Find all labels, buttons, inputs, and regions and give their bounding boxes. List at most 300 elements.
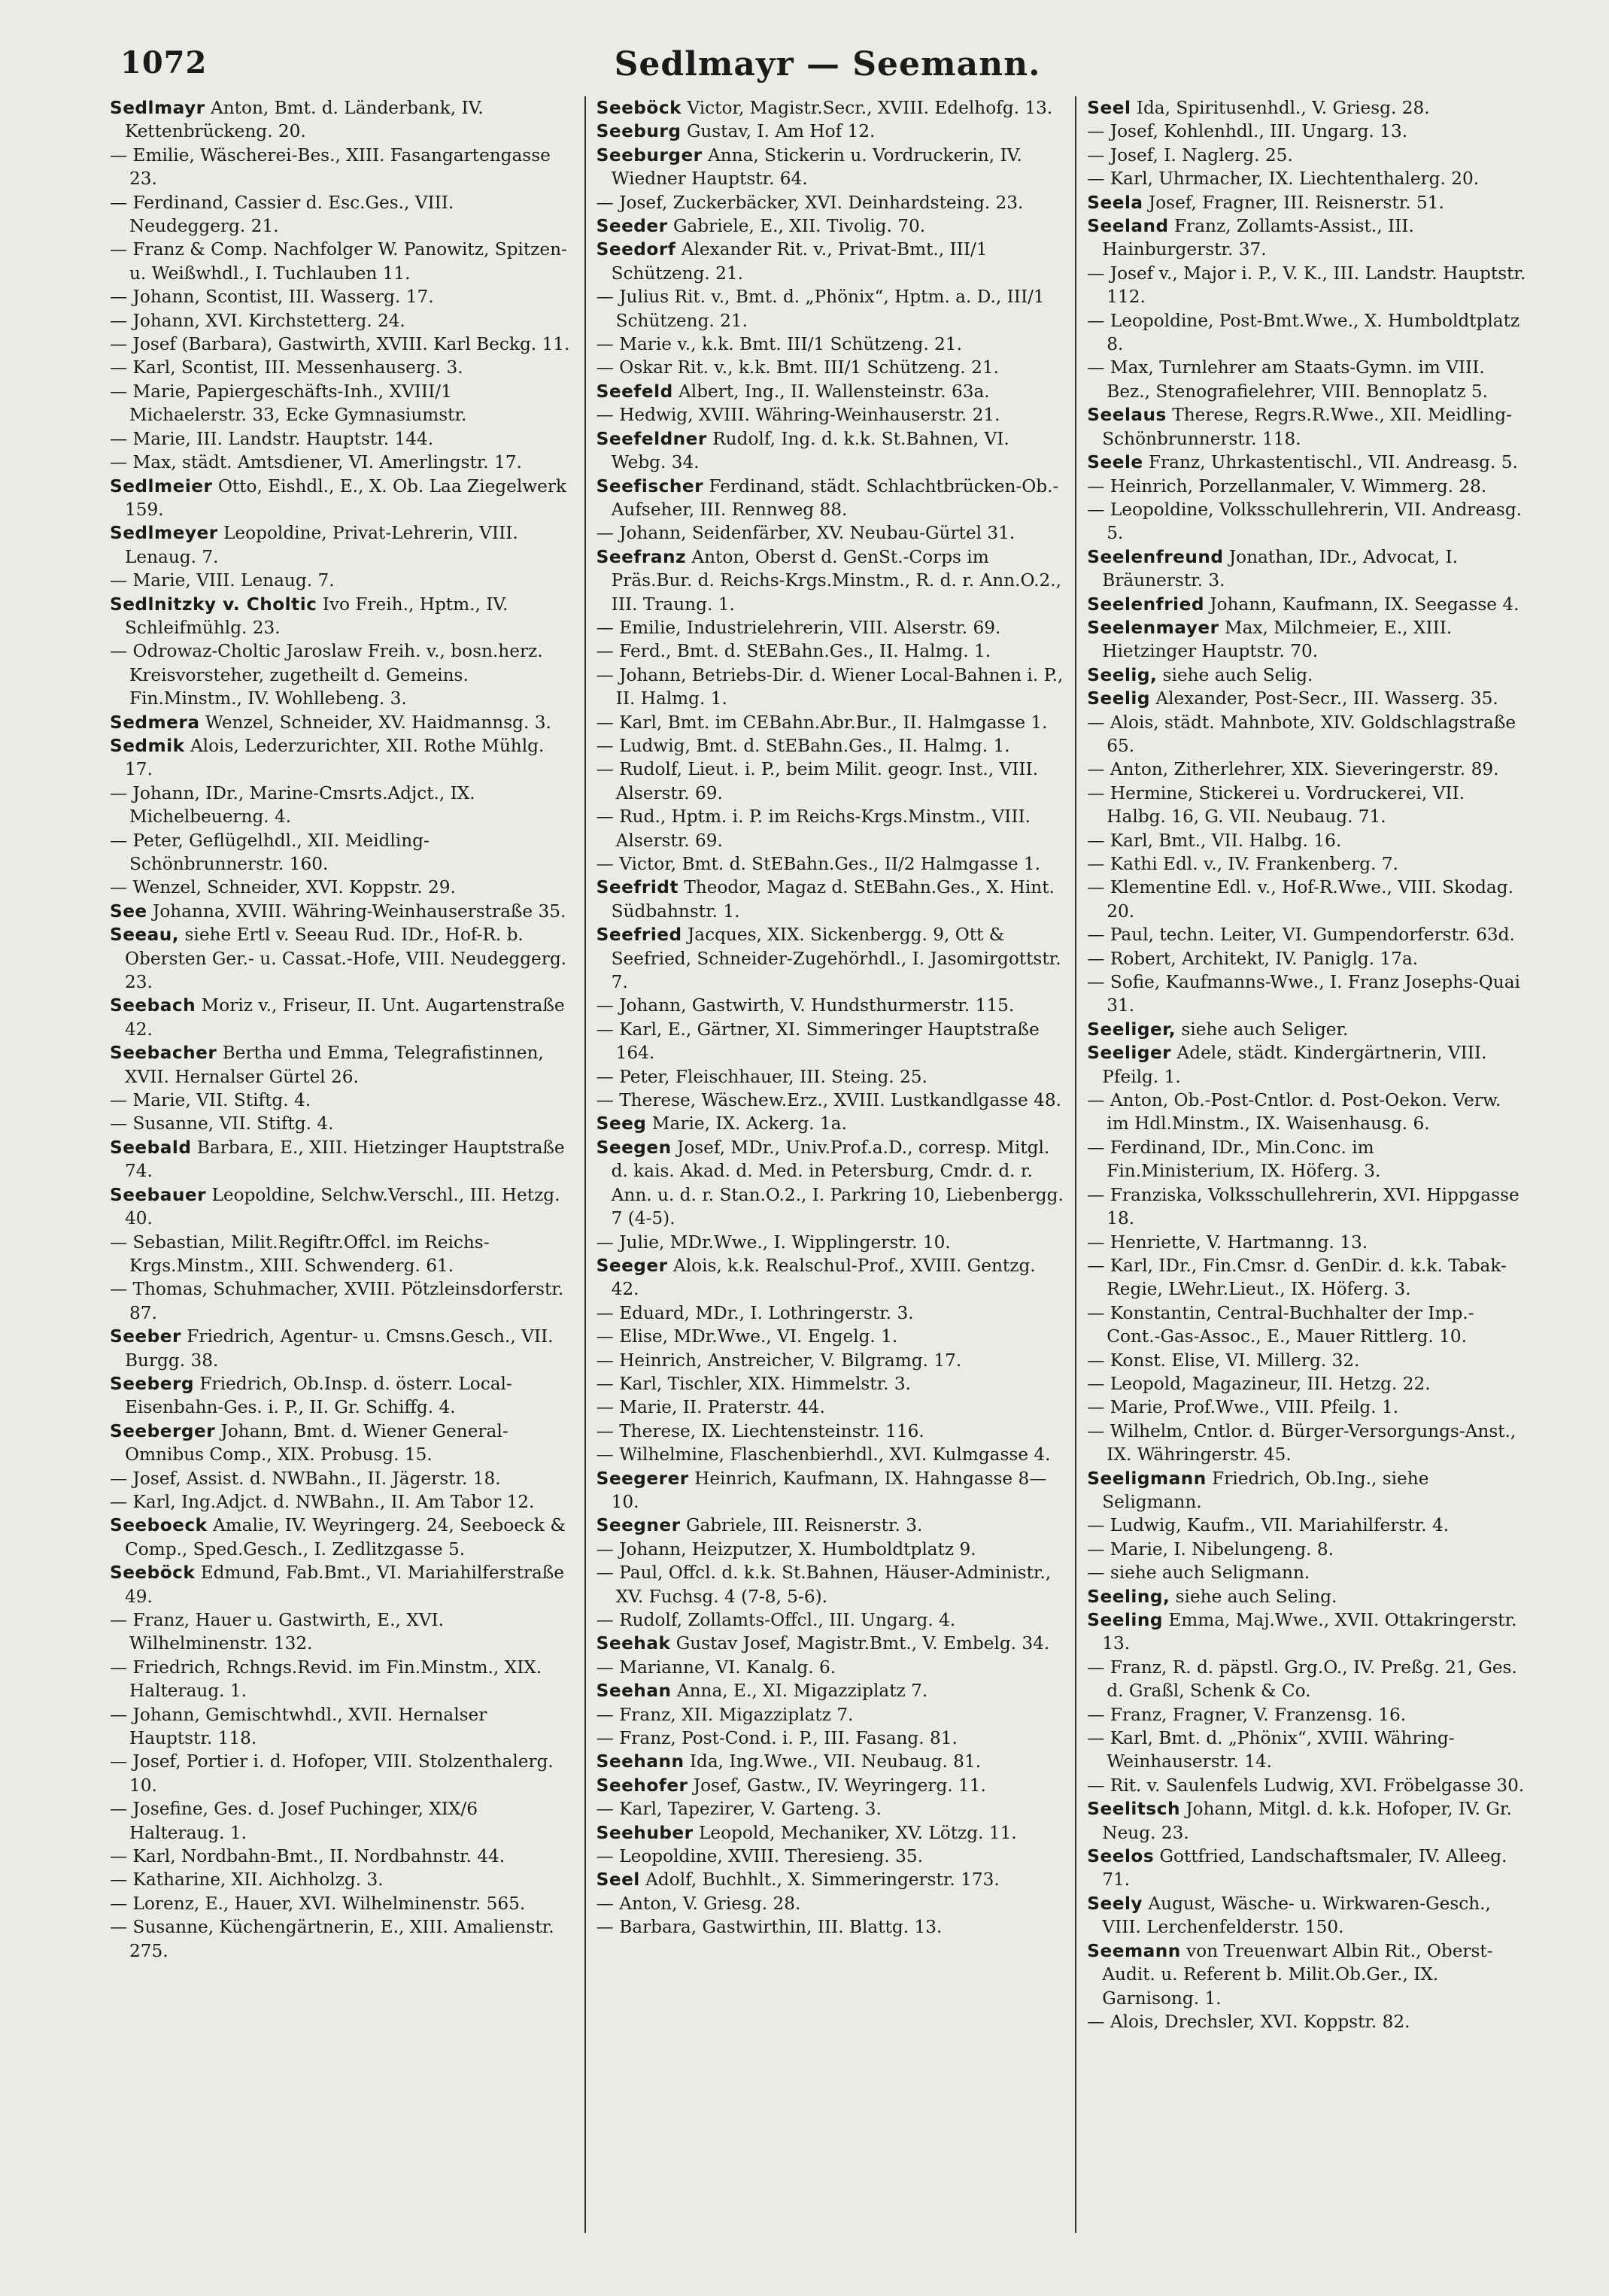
entry-text: — Josef v., Major i. P., V. K., III. Landstr. Hauptstr. 112. xyxy=(1087,263,1532,308)
entry-surname: Seefried xyxy=(596,925,682,946)
entry-text: — Franz & Comp. Nachfolger W. Panowitz, Spitzen- u. Weißwhdl., I. Tuchlauben 11. xyxy=(110,239,573,284)
directory-entry xyxy=(597,1349,1065,1372)
entry-text: — Peter, Geflügelhdl., XII. Meidling-Schönbrunnerstr. 160. xyxy=(110,830,430,874)
entry-text: Heinrich, Kaufmann, IX. Hahngasse 8—10. xyxy=(611,1468,1047,1512)
entry-text: — Leopold, Magazineur, III. Hetzg. 22. xyxy=(1087,1373,1431,1394)
directory-entry xyxy=(1087,1892,1527,1939)
entry-text: — Rud., Hptm. i. P. im Reichs-Krgs.Minstm., VIII. Alserstr. 69. xyxy=(596,806,1037,851)
directory-entry xyxy=(597,356,1065,379)
entry-surname: Sedmik xyxy=(110,735,185,756)
entry-text: — Max, Turnlehrer am Staats-Gymn. im VIII. Bez., Stenografielehrer, VIII. Bennoplatz 5. xyxy=(1087,357,1491,402)
directory-entry xyxy=(1087,1797,1527,1845)
directory-entry xyxy=(110,451,574,474)
entry-text: — Anton, Zitherlehrer, XIX. Sieveringerstr. 89. xyxy=(1087,759,1499,780)
entry-text: — Klementine Edl. v., Hof-R.Wwe., VIII. Skodag. 20. xyxy=(1087,877,1519,922)
directory-entry xyxy=(597,1561,1065,1608)
entry-text: — Karl, IDr., Fin.Cmsr. d. GenDir. d. k.k. Tabak-Regie, LWehr.Lieut., IX. Höferg. 3. xyxy=(1087,1255,1507,1300)
entry-text: — Therese, IX. Liechtensteinstr. 116. xyxy=(596,1420,924,1441)
entry-text: — Wilhelm, Cntlor. d. Bürger-Versorgungs-Anst., IX. Währingerstr. 45. xyxy=(1087,1420,1522,1465)
directory-entry xyxy=(1087,593,1527,616)
directory-entry xyxy=(110,1041,574,1089)
entry-text: — Emilie, Industrielehrerin, VIII. Alserstr. 69. xyxy=(596,617,1001,638)
directory-entry xyxy=(110,96,574,144)
entry-text: Emma, Maj.Wwe., XVII. Ottakringerstr. 13. xyxy=(1102,1610,1522,1654)
directory-entry xyxy=(1087,475,1527,498)
entry-text: siehe Ertl v. Seeau Rud. IDr., Hof-R. b. Obersten Ger.- u. Cassat.-Hofe, VIII. Neudeggerg. 23. xyxy=(125,925,572,993)
entry-text: — Sebastian, Milit.Regiftr.Offcl. im Reichs-Krgs.Minstm., XIII. Schwenderg. 61. xyxy=(110,1232,490,1276)
entry-text: — Anton, V. Griesg. 28. xyxy=(596,1893,801,1914)
directory-entry xyxy=(110,1845,574,1868)
entry-surname: Seeliger xyxy=(1087,1043,1172,1064)
entry-text: — Josef, Kohlenhdl., III. Ungarg. 13. xyxy=(1087,121,1408,142)
entry-text: — Ferd., Bmt. d. StEBahn.Ges., II. Halmg. 1. xyxy=(596,641,991,662)
entry-text: — Franz, Post-Cond. i. P., III. Fasang. 81. xyxy=(596,1728,958,1749)
directory-entry xyxy=(110,356,574,379)
entry-text: Franz, Zollamts-Assist., III. Hainburgerstr. 37. xyxy=(1102,216,1420,260)
directory-entry xyxy=(1087,214,1527,262)
directory-entry xyxy=(597,1538,1065,1561)
entry-text: — Josefine, Ges. d. Josef Puchinger, XIX/6 Halteraug. 1. xyxy=(110,1799,484,1843)
entry-text: — Ferdinand, Cassier d. Esc.Ges., VIII. Neudeggerg. 21. xyxy=(110,192,460,237)
directory-entry xyxy=(597,1774,1065,1797)
entry-surname: Seelenmayer xyxy=(1087,617,1219,638)
directory-entry xyxy=(597,1018,1065,1065)
entry-text: — Susanne, Küchengärtnerin, E., XIII. Amalienstr. 275. xyxy=(110,1917,560,1961)
entry-text: — Karl, Tischler, XIX. Himmelstr. 3. xyxy=(596,1373,912,1394)
directory-entry xyxy=(1087,498,1527,545)
directory-entry xyxy=(1087,1372,1527,1396)
directory-entry xyxy=(110,782,574,829)
entry-surname: Seegerer xyxy=(596,1468,689,1489)
entry-surname: Seeburger xyxy=(596,144,703,166)
entry-text: — Robert, Architekt, IV. Paniglg. 17a. xyxy=(1087,948,1419,969)
directory-entry xyxy=(597,333,1065,356)
directory-entry xyxy=(110,1136,574,1183)
entry-text: Albert, Ing., II. Wallensteinstr. 63a. xyxy=(679,381,990,402)
page-number: 1072 xyxy=(120,45,208,80)
entry-surname: Seeböck xyxy=(110,1563,196,1584)
entry-text: Otto, Eishdl., E., X. Ob. Laa Ziegelwerk 159. xyxy=(125,475,572,520)
entry-surname: Seeling xyxy=(1087,1610,1163,1630)
entry-surname: Seeger xyxy=(596,1255,668,1276)
entry-surname: Sedlmayr xyxy=(110,98,205,118)
directory-entry xyxy=(110,191,574,238)
directory-entry xyxy=(1087,1561,1527,1584)
directory-entry xyxy=(110,1915,574,1963)
entry-surname: Seele xyxy=(1087,452,1143,473)
directory-entry xyxy=(597,1845,1065,1868)
entry-text: — Josef, I. Naglerg. 25. xyxy=(1087,144,1293,166)
entry-surname: See xyxy=(110,900,147,922)
directory-entry xyxy=(1087,923,1527,946)
entry-text: Edmund, Fab.Bmt., VI. Mariahilferstraße 49. xyxy=(125,1563,570,1607)
entry-text: — Wilhelmine, Flaschenbierhdl., XVI. Kulmgasse 4. xyxy=(596,1444,1051,1465)
directory-entry xyxy=(110,711,574,734)
entry-surname: Seebacher xyxy=(110,1043,217,1064)
directory-entry xyxy=(110,427,574,451)
directory-entry xyxy=(597,1514,1065,1537)
entry-surname: Seela xyxy=(1087,192,1143,213)
directory-entry xyxy=(597,285,1065,333)
directory-entry xyxy=(597,380,1065,403)
entry-surname: Seeböck xyxy=(596,98,682,118)
entry-surname: Sedmera xyxy=(110,712,200,733)
directory-entry xyxy=(597,1821,1065,1845)
entry-text: — Therese, Wäschew.Erz., XVIII. Lustkandlgasse 48. xyxy=(596,1090,1062,1111)
entry-text: Barbara, E., XIII. Hietzinger Hauptstraße 74. xyxy=(125,1137,570,1182)
directory-entry xyxy=(110,1656,574,1703)
entry-text: — Ferdinand, IDr., Min.Conc. im Fin.Ministerium, IX. Höferg. 3. xyxy=(1087,1137,1381,1182)
directory-entry xyxy=(597,616,1065,639)
entry-text: — Josef, Assist. d. NWBahn., II. Jägerstr. 18. xyxy=(110,1468,501,1489)
entry-surname: Seebald xyxy=(110,1137,192,1158)
entry-text: — Konst. Elise, VI. Millerg. 32. xyxy=(1087,1350,1360,1371)
entry-surname: Seeburg xyxy=(596,121,682,142)
entry-text: — Franziska, Volksschullehrerin, XVI. Hippgasse 18. xyxy=(1087,1184,1526,1229)
entry-text: Josef, Gastw., IV. Weyringerg. 11. xyxy=(693,1775,986,1796)
directory-entry xyxy=(110,238,574,285)
entry-surname: Seelaus xyxy=(1087,405,1167,426)
entry-text: — Ludwig, Kaufm., VII. Mariahilferstr. 4. xyxy=(1087,1515,1450,1536)
directory-entry xyxy=(597,852,1065,876)
entry-text: Anton, Oberst d. GenSt.-Corps im Präs.Bur. d. Reichs-Krgs.Minstm., R. d. r. Ann.O.2., III. Traung. 1. xyxy=(611,546,1067,615)
directory-entry xyxy=(597,1727,1065,1750)
entry-text: — Julius Rit. v., Bmt. d. „Phönix“, Hptm. a. D., III/1 Schützeng. 21. xyxy=(596,287,1051,331)
entry-text: Alexander, Post-Secr., III. Wasserg. 35. xyxy=(1155,688,1498,709)
entry-text: — Rudolf, Lieut. i. P., beim Milit. geogr. Inst., VIII. Alserstr. 69. xyxy=(596,759,1044,803)
directory-entry xyxy=(110,639,574,710)
directory-entry xyxy=(110,1703,574,1751)
entry-text: Josef, MDr., Univ.Prof.a.D., corresp. Mitgl. d. kais. Akad. d. Med. in Petersburg, Cmdr. d. r. Ann. u. d. r. Stan.O.2., I. Parkring 10, Liebenbergg. 7 (4-5). xyxy=(611,1137,1070,1229)
directory-entry xyxy=(1087,96,1527,120)
directory-entry xyxy=(597,758,1065,805)
directory-entry xyxy=(597,120,1065,143)
directory-entry xyxy=(1087,1089,1527,1136)
column-right xyxy=(1076,96,1538,2233)
directory-entry xyxy=(1087,1396,1527,1419)
directory-entry xyxy=(110,1514,574,1561)
directory-entry xyxy=(110,1325,574,1372)
entry-text: Alois, Lederzurichter, XII. Rothe Mühlg. 17. xyxy=(125,735,550,780)
entry-text: von Treuenwart Albin Rit., Oberst-Audit. u. Referent b. Milit.Ob.Ger., IX. Garnisong. 1. xyxy=(1102,1940,1493,2009)
entry-surname: Seemann xyxy=(1087,1940,1181,1961)
entry-surname: Seeber xyxy=(110,1326,181,1347)
entry-text: Friedrich, Agentur- u. Cmsns.Gesch., VII. Burgg. 38. xyxy=(125,1326,559,1371)
entry-text: — Franz, R. d. päpstl. Grg.O., IV. Preßg. 21, Ges. d. Graßl, Schenk & Co. xyxy=(1087,1657,1523,1702)
directory-entry xyxy=(110,380,574,427)
entry-text: — Ludwig, Bmt. d. StEBahn.Ges., II. Halmg. 1. xyxy=(596,735,1010,756)
directory-entry xyxy=(597,1467,1065,1514)
entry-text: — Hermine, Stickerei u. Vordruckerei, VII. Halbg. 16, G. VII. Neubaug. 71. xyxy=(1087,782,1471,828)
directory-entry xyxy=(596,1136,1070,1231)
entry-surname: Seelenfreund xyxy=(1087,546,1224,567)
directory-entry xyxy=(1087,829,1527,852)
entry-text: — Josef (Barbara), Gastwirth, XVIII. Karl Beckg. 11. xyxy=(110,334,570,355)
directory-entry xyxy=(597,1443,1065,1466)
directory-entry xyxy=(597,1372,1065,1396)
directory-entry xyxy=(110,1277,574,1325)
directory-entry xyxy=(597,144,1065,191)
directory-entry xyxy=(110,829,574,876)
entry-text: Leopold, Mechaniker, XV. Lötzg. 11. xyxy=(698,1822,1017,1843)
directory-entry xyxy=(1087,1420,1527,1467)
directory-entry xyxy=(596,664,1069,711)
entry-surname: Seeberg xyxy=(110,1373,195,1394)
directory-entry xyxy=(597,639,1065,663)
entry-text: — Paul, techn. Leiter, VI. Gumpendorferstr. 63d. xyxy=(1087,925,1515,946)
entry-text: Friedrich, Ob.Ing., siehe Seligmann. xyxy=(1102,1468,1434,1512)
entry-text: Wenzel, Schneider, XV. Haidmannsg. 3. xyxy=(205,712,551,733)
directory-entry xyxy=(1087,1467,1527,1514)
directory-entry xyxy=(110,1183,574,1231)
directory-entry xyxy=(597,191,1065,214)
entry-text: — Rudolf, Zollamts-Offcl., III. Ungarg. 4. xyxy=(596,1610,956,1630)
directory-entry xyxy=(597,1608,1065,1632)
entry-surname: Seehann xyxy=(596,1751,685,1772)
entry-text: Leopoldine, Selchw.Verschl., III. Hetzg. 40. xyxy=(125,1184,566,1229)
directory-entry xyxy=(597,403,1065,427)
directory-entry xyxy=(1087,852,1527,876)
entry-text: Moriz v., Friseur, II. Unt. Augartenstraße 42. xyxy=(125,995,570,1040)
entry-surname: Seehuber xyxy=(596,1822,694,1843)
entry-text: — Thomas, Schuhmacher, XVIII. Pötzleinsdorferstr. 87. xyxy=(110,1279,569,1323)
entry-surname: Seeling, xyxy=(1087,1586,1170,1607)
directory-entry xyxy=(1087,758,1527,781)
entry-text: Alois, k.k. Realschul-Prof., XVIII. Gentzg. 42. xyxy=(611,1255,1042,1300)
directory-entry xyxy=(597,1325,1065,1348)
entry-text: — Leopoldine, Volksschullehrerin, VII. Andreasg. 5. xyxy=(1087,499,1528,544)
directory-entry xyxy=(1087,309,1527,357)
directory-entry xyxy=(110,1797,574,1845)
directory-entry xyxy=(1087,711,1527,758)
directory-entry xyxy=(1087,1608,1527,1656)
entry-text: — Alois, Drechsler, XVI. Koppstr. 82. xyxy=(1087,2011,1410,2032)
entry-text: — Franz, Hauer u. Gastwirth, E., XVI. Wilhelminenstr. 132. xyxy=(110,1610,450,1654)
entry-text: — Eduard, MDr., I. Lothringerstr. 3. xyxy=(596,1302,914,1323)
entry-text: — Henriette, V. Hartmanng. 13. xyxy=(1087,1232,1368,1253)
entry-text: Johanna, XVIII. Währing-Weinhauserstraße 35. xyxy=(153,900,566,922)
directory-entry xyxy=(1087,545,1527,593)
entry-text: — Hedwig, XVIII. Währing-Weinhauserstr. 21. xyxy=(596,405,1000,426)
directory-entry xyxy=(597,1797,1065,1821)
entry-text: — Marie, I. Nibelungeng. 8. xyxy=(1087,1538,1334,1560)
directory-entry xyxy=(597,1679,1065,1702)
directory-entry xyxy=(110,876,574,899)
entry-text: Leopoldine, Privat-Lehrerin, VIII. Lenaug. 7. xyxy=(125,523,524,567)
entry-text: — Karl, E., Gärtner, XI. Simmeringer Hauptstraße 164. xyxy=(596,1019,1046,1064)
entry-text: — Marie, VIII. Lenaug. 7. xyxy=(110,570,335,591)
directory-entry xyxy=(1087,1774,1527,1797)
directory-entry xyxy=(110,1750,574,1797)
directory-entry xyxy=(597,734,1065,758)
directory-entry xyxy=(110,923,574,994)
entry-text: — Johann, Betriebs-Dir. d. Wiener Local-Bahnen i. P., II. Halmg. 1. xyxy=(596,664,1069,709)
directory-entry xyxy=(597,96,1065,120)
entry-text: — Lorenz, E., Hauer, XVI. Wilhelminenstr. 565. xyxy=(110,1893,526,1914)
entry-text: — Leopoldine, XVIII. Theresieng. 35. xyxy=(596,1846,924,1867)
column-middle xyxy=(586,96,1076,2233)
entry-text: August, Wäsche- u. Wirkwaren-Gesch., VIII. Lerchenfelderstr. 150. xyxy=(1102,1893,1497,1938)
entry-text: — Susanne, VII. Stiftg. 4. xyxy=(110,1113,334,1134)
directory-entry xyxy=(1087,356,1527,403)
entry-surname: Seelig, xyxy=(1087,664,1158,685)
entry-text: Alexander Rit. v., Privat-Bmt., III/1 Schützeng. 21. xyxy=(611,239,993,284)
directory-entry xyxy=(110,144,574,191)
entry-surname: Seeboeck xyxy=(110,1515,208,1536)
entry-surname: Seehak xyxy=(596,1633,671,1654)
directory-entry xyxy=(1087,1656,1527,1703)
directory-entry xyxy=(1087,876,1527,923)
directory-entry xyxy=(110,1868,574,1891)
entry-text: Gottfried, Landschaftsmaler, IV. Alleeg. 71. xyxy=(1102,1846,1513,1891)
entry-text: — Peter, Fleischhauer, III. Steing. 25. xyxy=(596,1066,927,1087)
entry-text: — Rit. v. Saulenfels Ludwig, XVI. Fröbelgasse 30. xyxy=(1087,1775,1525,1796)
entry-surname: Sedlmeier xyxy=(110,475,213,497)
entry-text: Gustav Josef, Magistr.Bmt., V. Embelg. 34. xyxy=(675,1633,1050,1654)
directory-entry xyxy=(110,285,574,308)
directory-entry xyxy=(110,569,574,592)
entry-text: — Karl, Scontist, III. Messenhauserg. 3. xyxy=(110,357,463,378)
entry-text: — Friedrich, Rchngs.Revid. im Fin.Minstm., XIX. Halteraug. 1. xyxy=(110,1657,548,1702)
entry-text: — Heinrich, Porzellanmaler, V. Wimmerg. 28. xyxy=(1087,475,1487,497)
entry-text: — Johann, Gemischtwhdl., XVII. Hernalser Hauptstr. 118. xyxy=(110,1704,493,1749)
entry-text: Gustav, I. Am Hof 12. xyxy=(686,121,876,142)
entry-surname: Seelenfried xyxy=(1087,594,1204,615)
directory-entry xyxy=(110,994,574,1041)
directory-entry xyxy=(110,1089,574,1112)
entry-surname: Seebach xyxy=(110,995,196,1016)
entry-text: — Katharine, XII. Aichholzg. 3. xyxy=(110,1869,384,1891)
directory-entry xyxy=(1087,1018,1527,1041)
directory-entry xyxy=(597,1632,1065,1655)
directory-entry xyxy=(597,711,1065,734)
entry-surname: Seefranz xyxy=(596,546,686,567)
directory-entry xyxy=(597,805,1065,852)
directory-entry xyxy=(597,1396,1065,1419)
entry-text: — Elise, MDr.Wwe., VI. Engelg. 1. xyxy=(596,1326,898,1347)
directory-entry xyxy=(1087,451,1527,474)
entry-text: — Josef, Zuckerbäcker, XVI. Deinhardsteing. 23. xyxy=(596,192,1024,213)
entry-text: Gabriele, III. Reisnerstr. 3. xyxy=(685,1515,923,1536)
entry-text: — Marie, II. Praterstr. 44. xyxy=(596,1397,825,1418)
directory-entry xyxy=(110,1231,574,1278)
directory-entry xyxy=(1087,1585,1527,1608)
entry-surname: Seefeld xyxy=(596,381,673,402)
directory-entry xyxy=(597,1656,1065,1679)
directory-entry xyxy=(110,475,574,522)
entry-text: Anna, Stickerin u. Vordruckerin, IV. Wiedner Hauptstr. 64. xyxy=(611,144,1028,190)
directory-entry xyxy=(1087,1041,1527,1089)
directory-entry xyxy=(1087,1349,1527,1372)
entry-text: — Josef, Portier i. d. Hofoper, VIII. Stolzenthalerg. 10. xyxy=(110,1751,560,1796)
directory-entry xyxy=(110,333,574,356)
directory-entry xyxy=(597,1420,1065,1443)
directory-entry xyxy=(1087,687,1527,710)
entry-surname: Seely xyxy=(1087,1893,1143,1914)
directory-entry xyxy=(597,1065,1065,1089)
entry-text: — Heinrich, Anstreicher, V. Bilgramg. 17. xyxy=(596,1350,962,1371)
entry-text: — Johann, Gastwirth, V. Hundsthurmerstr. 115. xyxy=(596,995,1015,1016)
entry-text: — Marie v., k.k. Bmt. III/1 Schützeng. 21. xyxy=(596,334,962,355)
entry-surname: Seel xyxy=(596,1869,640,1891)
entry-text: — Wenzel, Schneider, XVI. Koppstr. 29. xyxy=(110,877,456,898)
directory-entry xyxy=(597,1089,1065,1112)
directory-entry xyxy=(1087,144,1527,167)
directory-entry xyxy=(1087,191,1527,214)
entry-text: Adolf, Buchhlt., X. Simmeringerstr. 173. xyxy=(645,1869,1000,1891)
directory-entry xyxy=(110,521,574,569)
entry-surname: Seeg xyxy=(596,1113,647,1134)
entry-text: Theodor, Magaz d. StEBahn.Ges., X. Hint. Südbahnstr. 1. xyxy=(611,877,1061,922)
entry-text: Johann, Mitgl. d. k.k. Hofoper, IV. Gr. Neug. 23. xyxy=(1102,1799,1518,1843)
entry-surname: Seegner xyxy=(596,1515,681,1536)
entry-surname: Seefeldner xyxy=(596,428,707,449)
entry-text: Ida, Ing.Wwe., VII. Neubaug. 81. xyxy=(689,1751,982,1772)
entry-text: — Alois, städt. Mahnbote, XIV. Goldschlagstraße 65. xyxy=(1087,712,1522,756)
entry-text: — Max, städt. Amtsdiener, VI. Amerlingstr. 17. xyxy=(110,452,522,473)
entry-text: — siehe auch Seligmann. xyxy=(1087,1563,1310,1584)
directory-entry xyxy=(1087,1136,1527,1183)
directory-entry xyxy=(597,238,1065,285)
directory-entry xyxy=(1087,1514,1527,1537)
directory-entry xyxy=(1087,403,1527,451)
entry-text: — Karl, Tapezirer, V. Garteng. 3. xyxy=(596,1799,882,1820)
entry-surname: Seeau, xyxy=(110,925,180,946)
entry-text: Marie, IX. Ackerg. 1a. xyxy=(651,1113,847,1134)
directory-entry xyxy=(1087,1727,1527,1774)
entry-text: Max, Milchmeier, E., XIII. Hietzinger Hauptstr. 70. xyxy=(1102,617,1458,662)
entry-text: — Johann, XVI. Kirchstetterg. 24. xyxy=(110,310,405,331)
directory-entry xyxy=(597,1703,1065,1727)
directory-entry xyxy=(597,545,1065,616)
entry-text: — Anton, Ob.-Post-Cntlor. d. Post-Oekon. Verw. im Hdl.Minstm., IX. Waisenhausg. 6. xyxy=(1087,1090,1507,1134)
directory-entry xyxy=(597,1750,1065,1773)
directory-entry xyxy=(597,1868,1065,1891)
entry-text: — Johann, Seidenfärber, XV. Neubau-Gürtel 31. xyxy=(596,523,1015,544)
entry-surname: Seel xyxy=(1087,98,1131,118)
entry-text: — Franz, XII. Migazziplatz 7. xyxy=(596,1704,854,1725)
entry-surname: Seeliger, xyxy=(1087,1019,1176,1040)
directory-entry xyxy=(597,1301,1065,1325)
directory-entry xyxy=(110,900,574,923)
entry-text: — Barbara, Gastwirthin, III. Blattg. 13. xyxy=(596,1917,943,1938)
entry-surname: Seedorf xyxy=(596,239,676,260)
directory-entry xyxy=(110,1112,574,1135)
entry-surname: Sedlnitzky v. Choltic xyxy=(110,594,317,615)
directory-entry xyxy=(1087,2010,1527,2033)
directory-entry xyxy=(110,1420,574,1467)
entry-text: — Victor, Bmt. d. StEBahn.Ges., II/2 Halmgasse 1. xyxy=(596,854,1041,874)
entry-text: Therese, Regrs.R.Wwe., XII. Meidling-Schönbrunnerstr. 118. xyxy=(1102,405,1512,449)
directory-entry xyxy=(1087,970,1527,1018)
entry-surname: Seefridt xyxy=(596,877,679,898)
entry-text: — Karl, Bmt. d. „Phönix“, XVIII. Währing-Weinhauserstr. 14. xyxy=(1087,1728,1455,1772)
entry-text: Anna, E., XI. Migazziplatz 7. xyxy=(676,1681,928,1702)
entry-text: Rudolf, Ing. d. k.k. St.Bahnen, VI. Webg. 34. xyxy=(611,428,1015,473)
entry-surname: Seelitsch xyxy=(1087,1799,1180,1820)
entry-text: Ivo Freih., Hptm., IV. Schleifmühlg. 23. xyxy=(125,594,514,638)
entry-text: — Leopoldine, Post-Bmt.Wwe., X. Humboldtplatz 8. xyxy=(1087,310,1526,355)
running-head: Sedlmayr — Seemann. xyxy=(614,45,1041,84)
entry-text: — Marie, VII. Stiftg. 4. xyxy=(110,1090,311,1111)
directory-entry xyxy=(1087,1301,1527,1349)
directory-entry xyxy=(110,1561,574,1608)
entry-text: — Konstantin, Central-Buchhalter der Imp.-Cont.-Gas-Assoc., E., Mauer Rittlerg. 10. xyxy=(1087,1302,1474,1347)
entry-text: Jacques, XIX. Sickenbergg. 9, Ott & Seefried, Schneider-Zugehörhdl., I. Jasomirgottstr. 7. xyxy=(611,925,1067,993)
directory-entry xyxy=(597,1892,1065,1915)
entry-text: siehe auch Seliger. xyxy=(1181,1019,1349,1040)
directory-entry xyxy=(1087,262,1532,309)
